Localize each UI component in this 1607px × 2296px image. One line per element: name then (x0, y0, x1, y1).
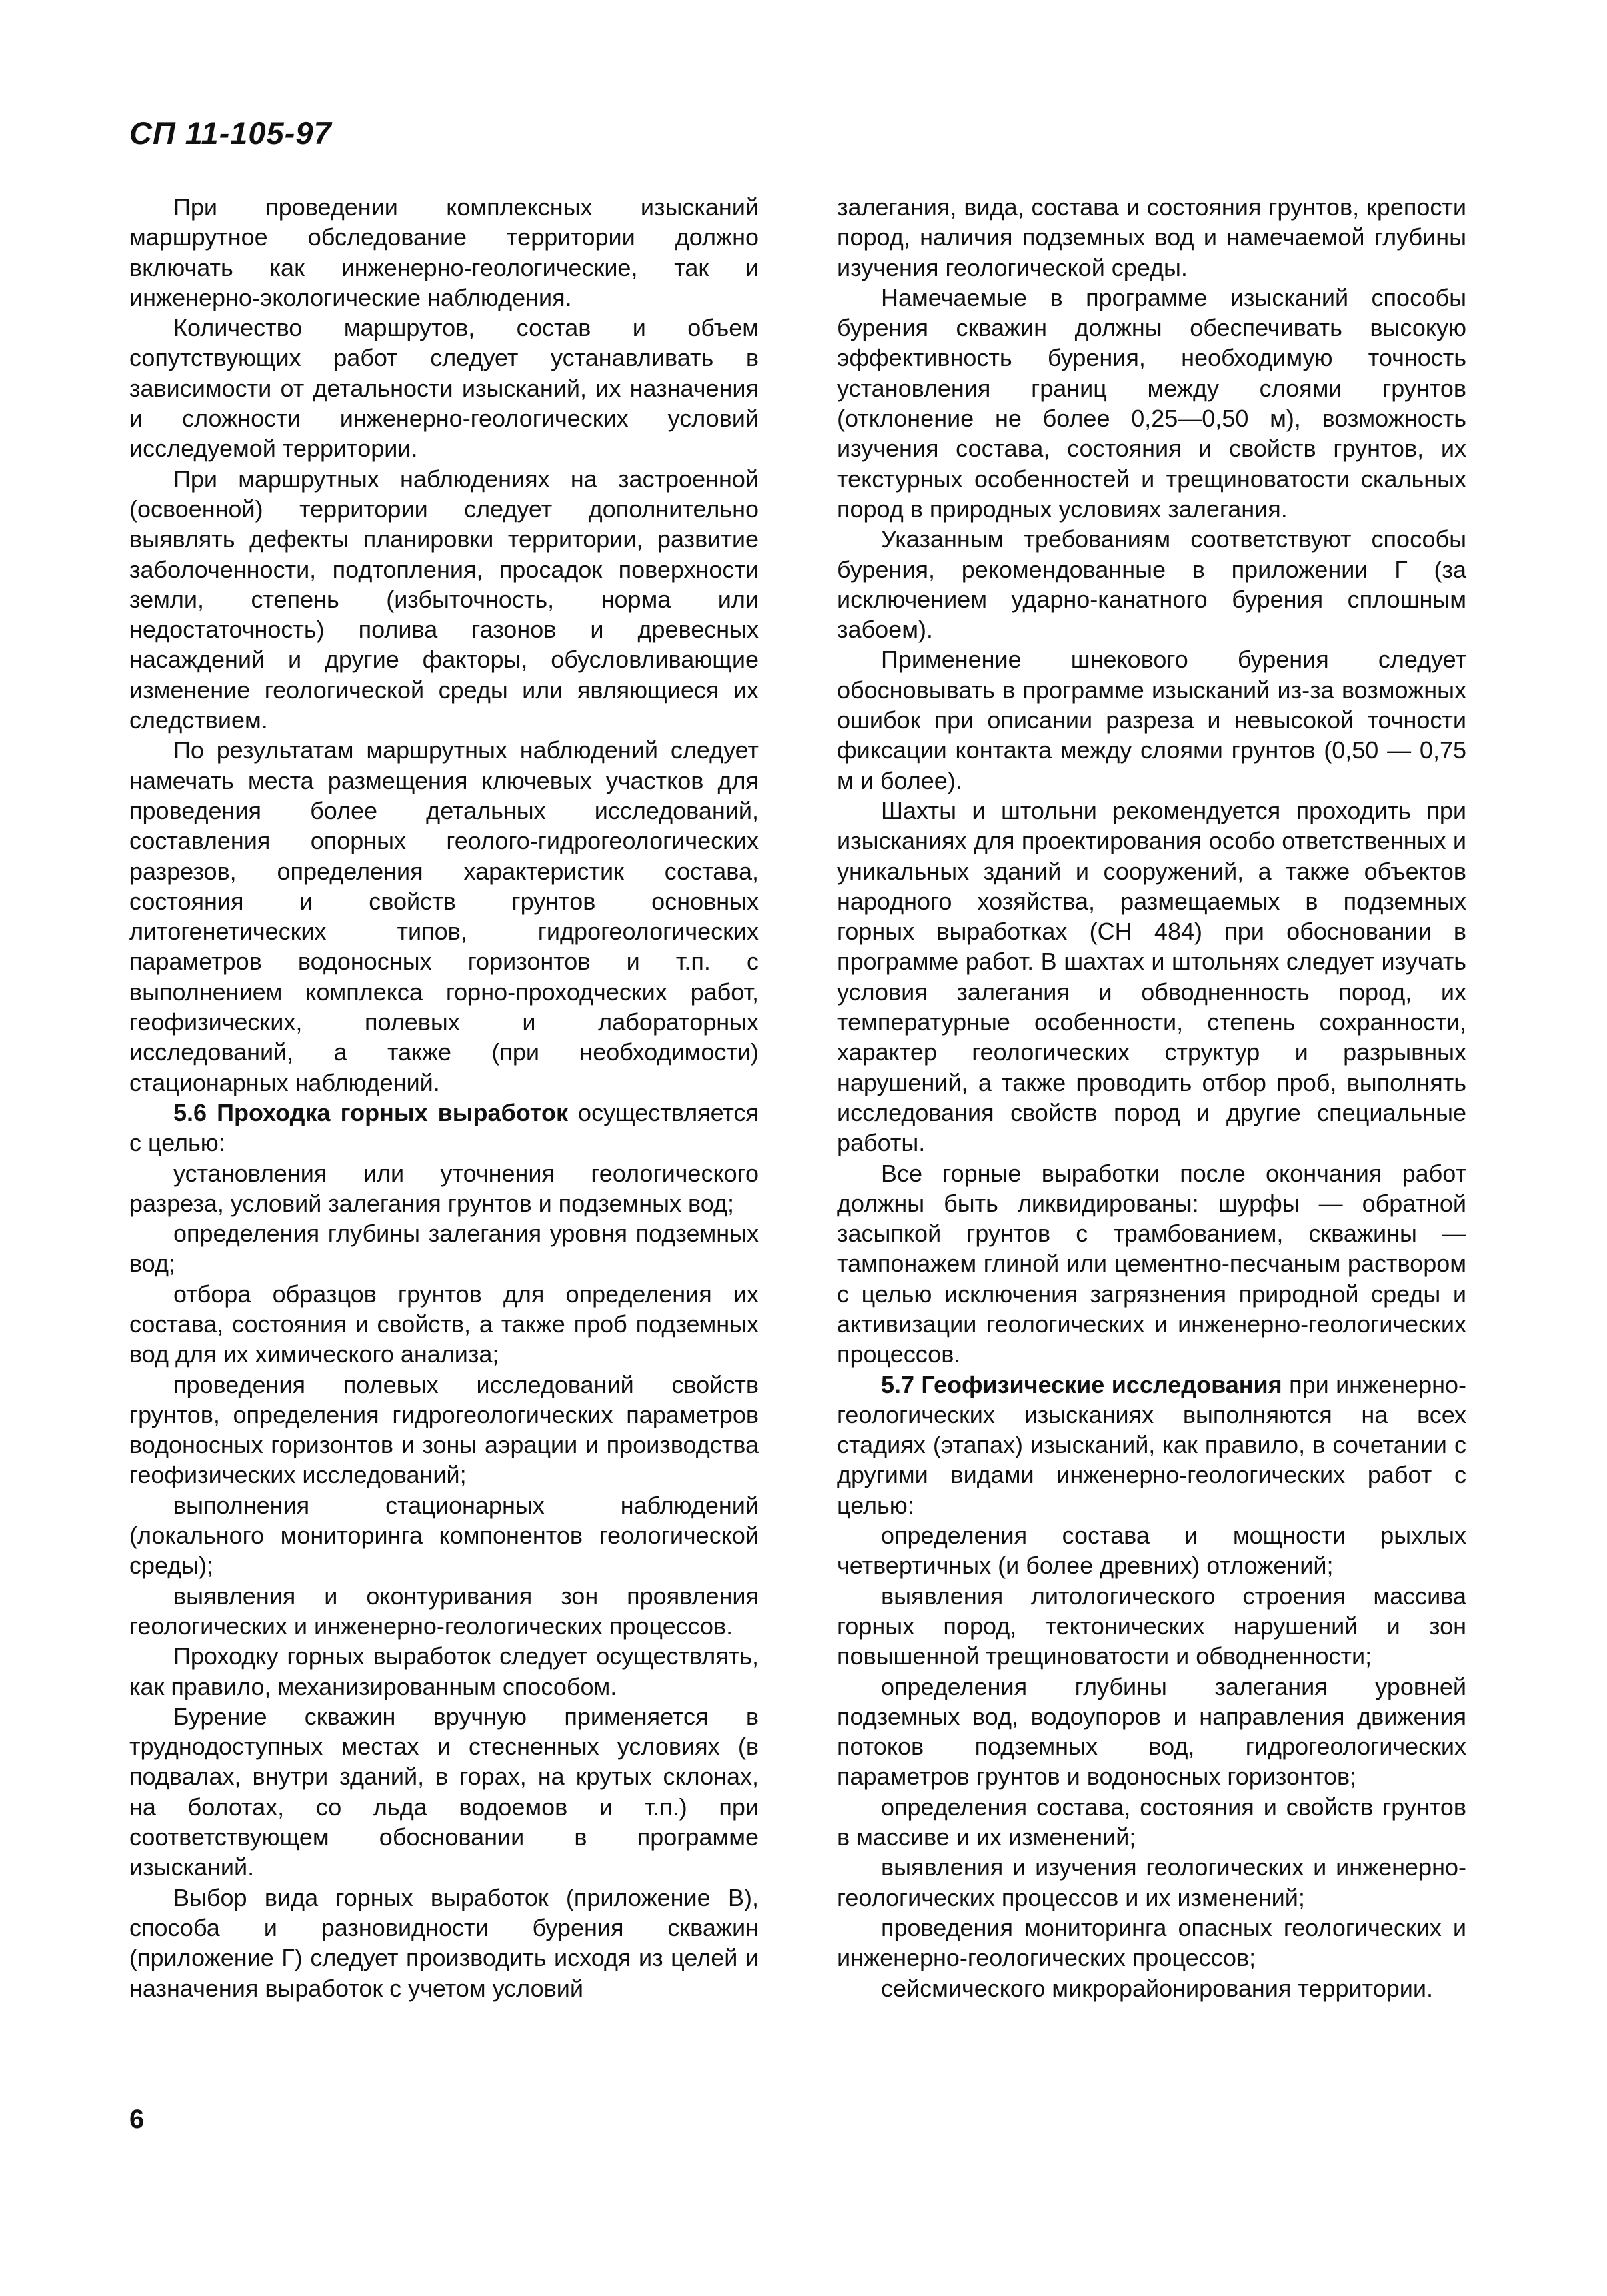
page-number: 6 (129, 2105, 145, 2134)
paragraph-shafts-adits: Шахты и штольни рекомендуется проходить при изысканиях для проектирования особо ответственных и уникальных зданий и сооружений, а также объектов народного хозяйства, размещаемых в подземных горных выработках (СН 484) при обосновании в программе работ. В шахтах и штольнях следует изучать условия залегания и обводненность пород, их температурные особенности, степень сохранности, характер геологических структур и разрывных нарушений, а также проводить отбор проб, выполнять исследования свойств пород и другие специальные работы. (837, 796, 1466, 1157)
section-5-7-intro-text: при инженерно-геологических изысканиях выполняются на всех стадиях (этапах) изысканий, как правило, в сочетании с другими видами инженерно-геологических работ с целью: (837, 1370, 1466, 1519)
list-item-5-6: определения глубины залегания уровня подземных вод; (129, 1220, 759, 1278)
section-5-6-intro-text: осуществляется с целью: (129, 1098, 759, 1157)
list-item-5-7: определения состава и мощности рыхлых четвертичных (и более древних) отложений; (837, 1522, 1466, 1580)
paragraph-auger-drilling: Применение шнекового бурения следует обосновывать в программе изысканий из-за возможных ошибок при описании разреза и невысокой точности фиксации контакта между слоями грунтов (0,50 — 0,75 м и более). (837, 646, 1466, 794)
list-item-5-7: сейсмического микрорайонирования территории. (881, 1974, 1433, 2002)
paragraph-continued: залегания, вида, состава и состояния грунтов, крепости пород, наличия подземных вод и намечаемой глубины изучения геологической среды. (837, 193, 1466, 281)
paragraph-drilling-methods: Намечаемые в программе изысканий способы бурения скважин должны обеспечивать высокую эффективность бурения, необходимую точность установления границ между слоями грунтов (отклонение не более 0,25—0,50 м), возможность изучения состава, состояния и свойств грунтов, их текстурных особенностей и трещиноватости скальных пород в природных условиях залегания. (837, 283, 1466, 523)
paragraph-excavation-choice: Выбор вида горных выработок (приложение В), способа и разновидности бурения скважин (приложение Г) следует производить исходя из целей и назначения выработок с учетом условий (129, 1883, 759, 2002)
paragraph-built-territory: При маршрутных наблюдениях на застроенной (освоенной) территории следует дополнительно выявлять дефекты планировки территории, развитие заболоченности, подтопления, просадок поверхности земли, степень (избыточность, норма или недостаточность) полива газонов и древесных насаждений и другие факторы, обусловливающие изменение геологической среды или являющиеся их следствием. (129, 465, 759, 734)
paragraph-liquidation: Все горные выработки после окончания работ должны быть ликвидированы: шурфы — обратной засыпкой грунтов с трамбованием, скважины — тампонажем глиной или цементно-песчаным раствором с целью исключения загрязнения природной среды и активизации геологических и инженерно-геологических процессов. (837, 1159, 1466, 1368)
list-item-5-6: установления или уточнения геологического разреза, условий залегания грунтов и подземных вод; (129, 1159, 759, 1217)
list-item-5-6: проведения полевых исследований свойств грунтов, определения гидрогеологических параметров водоносных горизонтов и зоны аэрации и производства геофизических исследований; (129, 1370, 759, 1489)
document-code-header: СП 11-105-97 (129, 115, 332, 151)
paragraph-requirements: Указанным требованиям соответствуют способы бурения, рекомендованные в приложении Г (за исключением ударно-канатного бурения сплошным забоем). (837, 525, 1466, 644)
paragraph-mechanized-drilling: Проходку горных выработок следует осуществлять, как правило, механизированным способом. (129, 1642, 759, 1700)
list-item-5-7: определения глубины залегания уровней подземных вод, водоупоров и направления движения потоков подземных вод, гидрогеологических параметров грунтов и водоносных горизонтов; (837, 1672, 1466, 1791)
list-item-5-7: определения состава, состояния и свойств грунтов в массиве и их изменений; (837, 1793, 1466, 1851)
list-item-5-7: проведения мониторинга опасных геологических и инженерно-геологических процессов; (837, 1913, 1466, 1972)
paragraph-route-count: Количество маршрутов, состав и объем сопутствующих работ следует устанавливать в зависимости от детальности изысканий, их назначения и сложности инженерно-геологических условий исследуемой территории. (129, 314, 759, 463)
list-item-5-7: выявления и изучения геологических и инженерно-геологических процессов и их изменений; (837, 1853, 1466, 1911)
list-item-5-6: выявления и оконтуривания зон проявления геологических и инженерно-геологических процессов. (129, 1582, 759, 1640)
right-column (837, 192, 1466, 2003)
section-5-7-title: 5.7 Геофизические исследования (881, 1370, 1282, 1398)
list-item-5-6: выполнения стационарных наблюдений (локального мониторинга компонентов геологической среды); (129, 1491, 759, 1580)
list-item-5-6: отбора образцов грунтов для определения их состава, состояния и свойств, а также проб подземных вод для их химического анализа; (129, 1280, 759, 1368)
paragraph-key-sites: По результатам маршрутных наблюдений следует намечать места размещения ключевых участков для проведения более детальных исследований, составления опорных геолого-гидрогеологических разрезов, определения характеристик состава, состояния и свойств грунтов основных литогенетических типов, гидрогеологических параметров водоносных горизонтов и т.п. с выполнением комплекса горно-проходческих работ, геофизических, полевых и лабораторных исследований, а также (при необходимости) стационарных наблюдений. (129, 736, 759, 1096)
list-item-5-7: выявления литологического строения массива горных пород, тектонических нарушений и зон повышенной трещиноватости и обводненности; (837, 1582, 1466, 1670)
section-5-6-intro (129, 1098, 759, 1158)
section-5-6-title: 5.6 Проходка горных выработок (173, 1098, 569, 1126)
section-5-7-intro (837, 1370, 1466, 1520)
left-column (129, 192, 759, 2003)
paragraph-route-survey: При проведении комплексных изысканий маршрутное обследование территории должно включать как инженерно-геологические, так и инженерно-экологические наблюдения. (129, 193, 759, 311)
paragraph-manual-drilling: Бурение скважин вручную применяется в труднодоступных местах и стесненных условиях (в подвалах, внутри зданий, в горах, на крутых склонах, на болотах, со льда водоемов и т.п.) при соответствующем обосновании в программе изысканий. (129, 1702, 759, 1881)
